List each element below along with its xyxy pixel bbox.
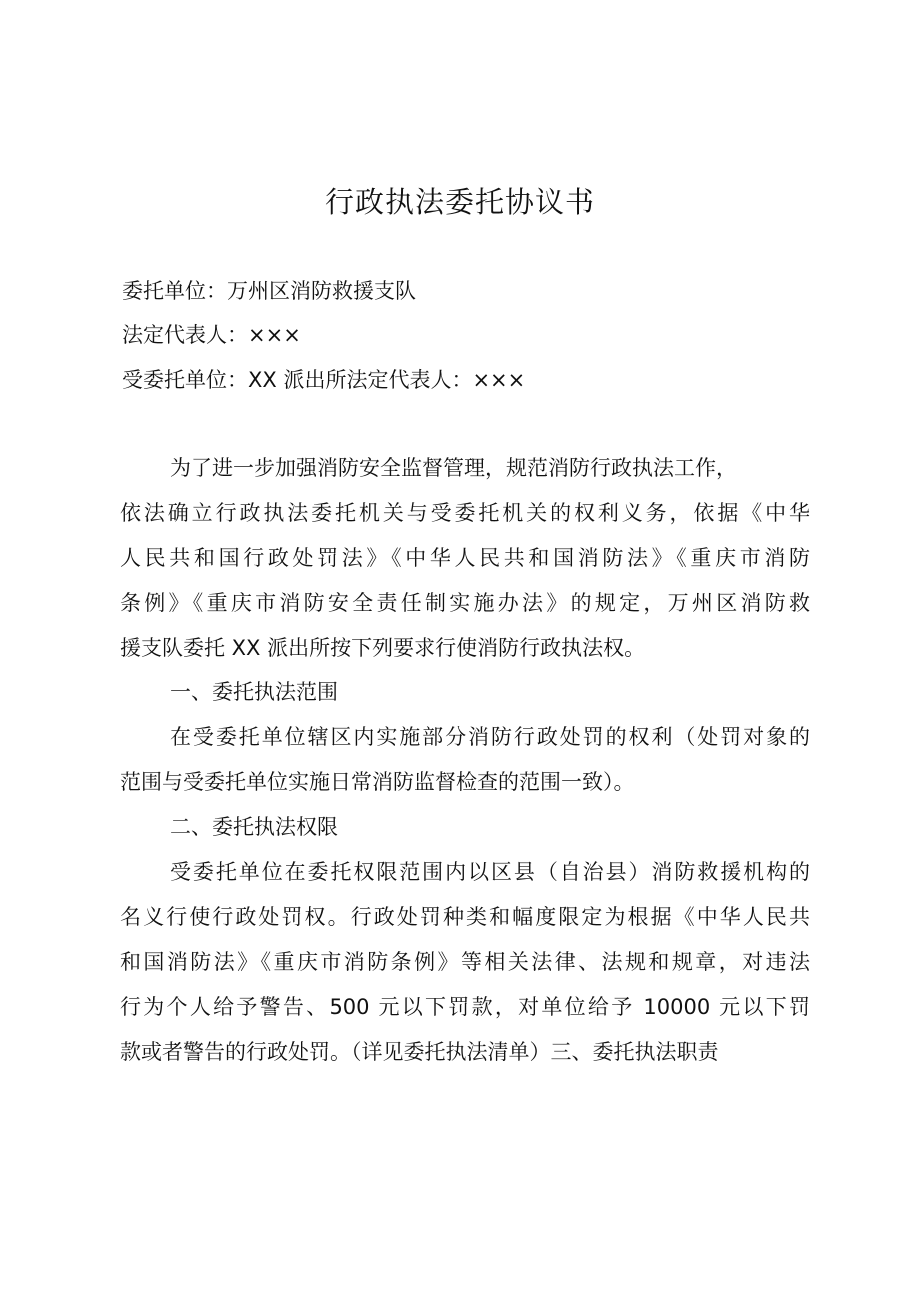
document-title: 行政执法委托协议书: [324, 185, 595, 219]
body-line: 依法确立行政执法委托机关与受委托机关的权利义务，依据《中华: [120, 501, 810, 525]
body-line: 行为个人给予警告、500 元以下罚款，对单位给予 10000 元以下罚: [120, 995, 810, 1019]
body-line: 受委托单位在委托权限范围内以区县（自治县）消防救援机构的: [170, 860, 810, 884]
section-heading: 一、委托执法范围: [170, 680, 338, 704]
body-line: 范围与受委托单位实施日常消防监督检查的范围一致）。: [120, 770, 635, 794]
entrusted-unit-line: 受委托单位：XX 派出所法定代表人：×××: [122, 368, 526, 392]
body-line: 在受委托单位辖区内实施部分消防行政处罚的权利（处罚对象的: [170, 725, 810, 749]
body-line: 款或者警告的行政处罚。（详见委托执法清单）三、委托执法职责: [120, 1040, 719, 1064]
body-line: 人民共和国行政处罚法》《中华人民共和国消防法》《重庆市消防: [120, 546, 810, 570]
entrusting-unit-line: 委托单位：万州区消防救援支队: [122, 279, 416, 303]
body-line: 为了进一步加强消防安全监督管理，规范消防行政执法工作，: [170, 456, 737, 480]
body-line: 名义行使行政处罚权。行政处罚种类和幅度限定为根据《中华人民共: [120, 905, 810, 929]
body-line: 条例》《重庆市消防安全责任制实施办法》的规定，万州区消防救: [120, 591, 810, 615]
body-line: 援支队委托 XX 派出所按下列要求行使消防行政执法权。: [120, 636, 646, 660]
section-heading: 二、委托执法权限: [170, 815, 338, 839]
legal-representative-line: 法定代表人：×××: [122, 323, 301, 347]
body-line: 和国消防法》《重庆市消防条例》等相关法律、法规和规章，对违法: [120, 950, 810, 974]
